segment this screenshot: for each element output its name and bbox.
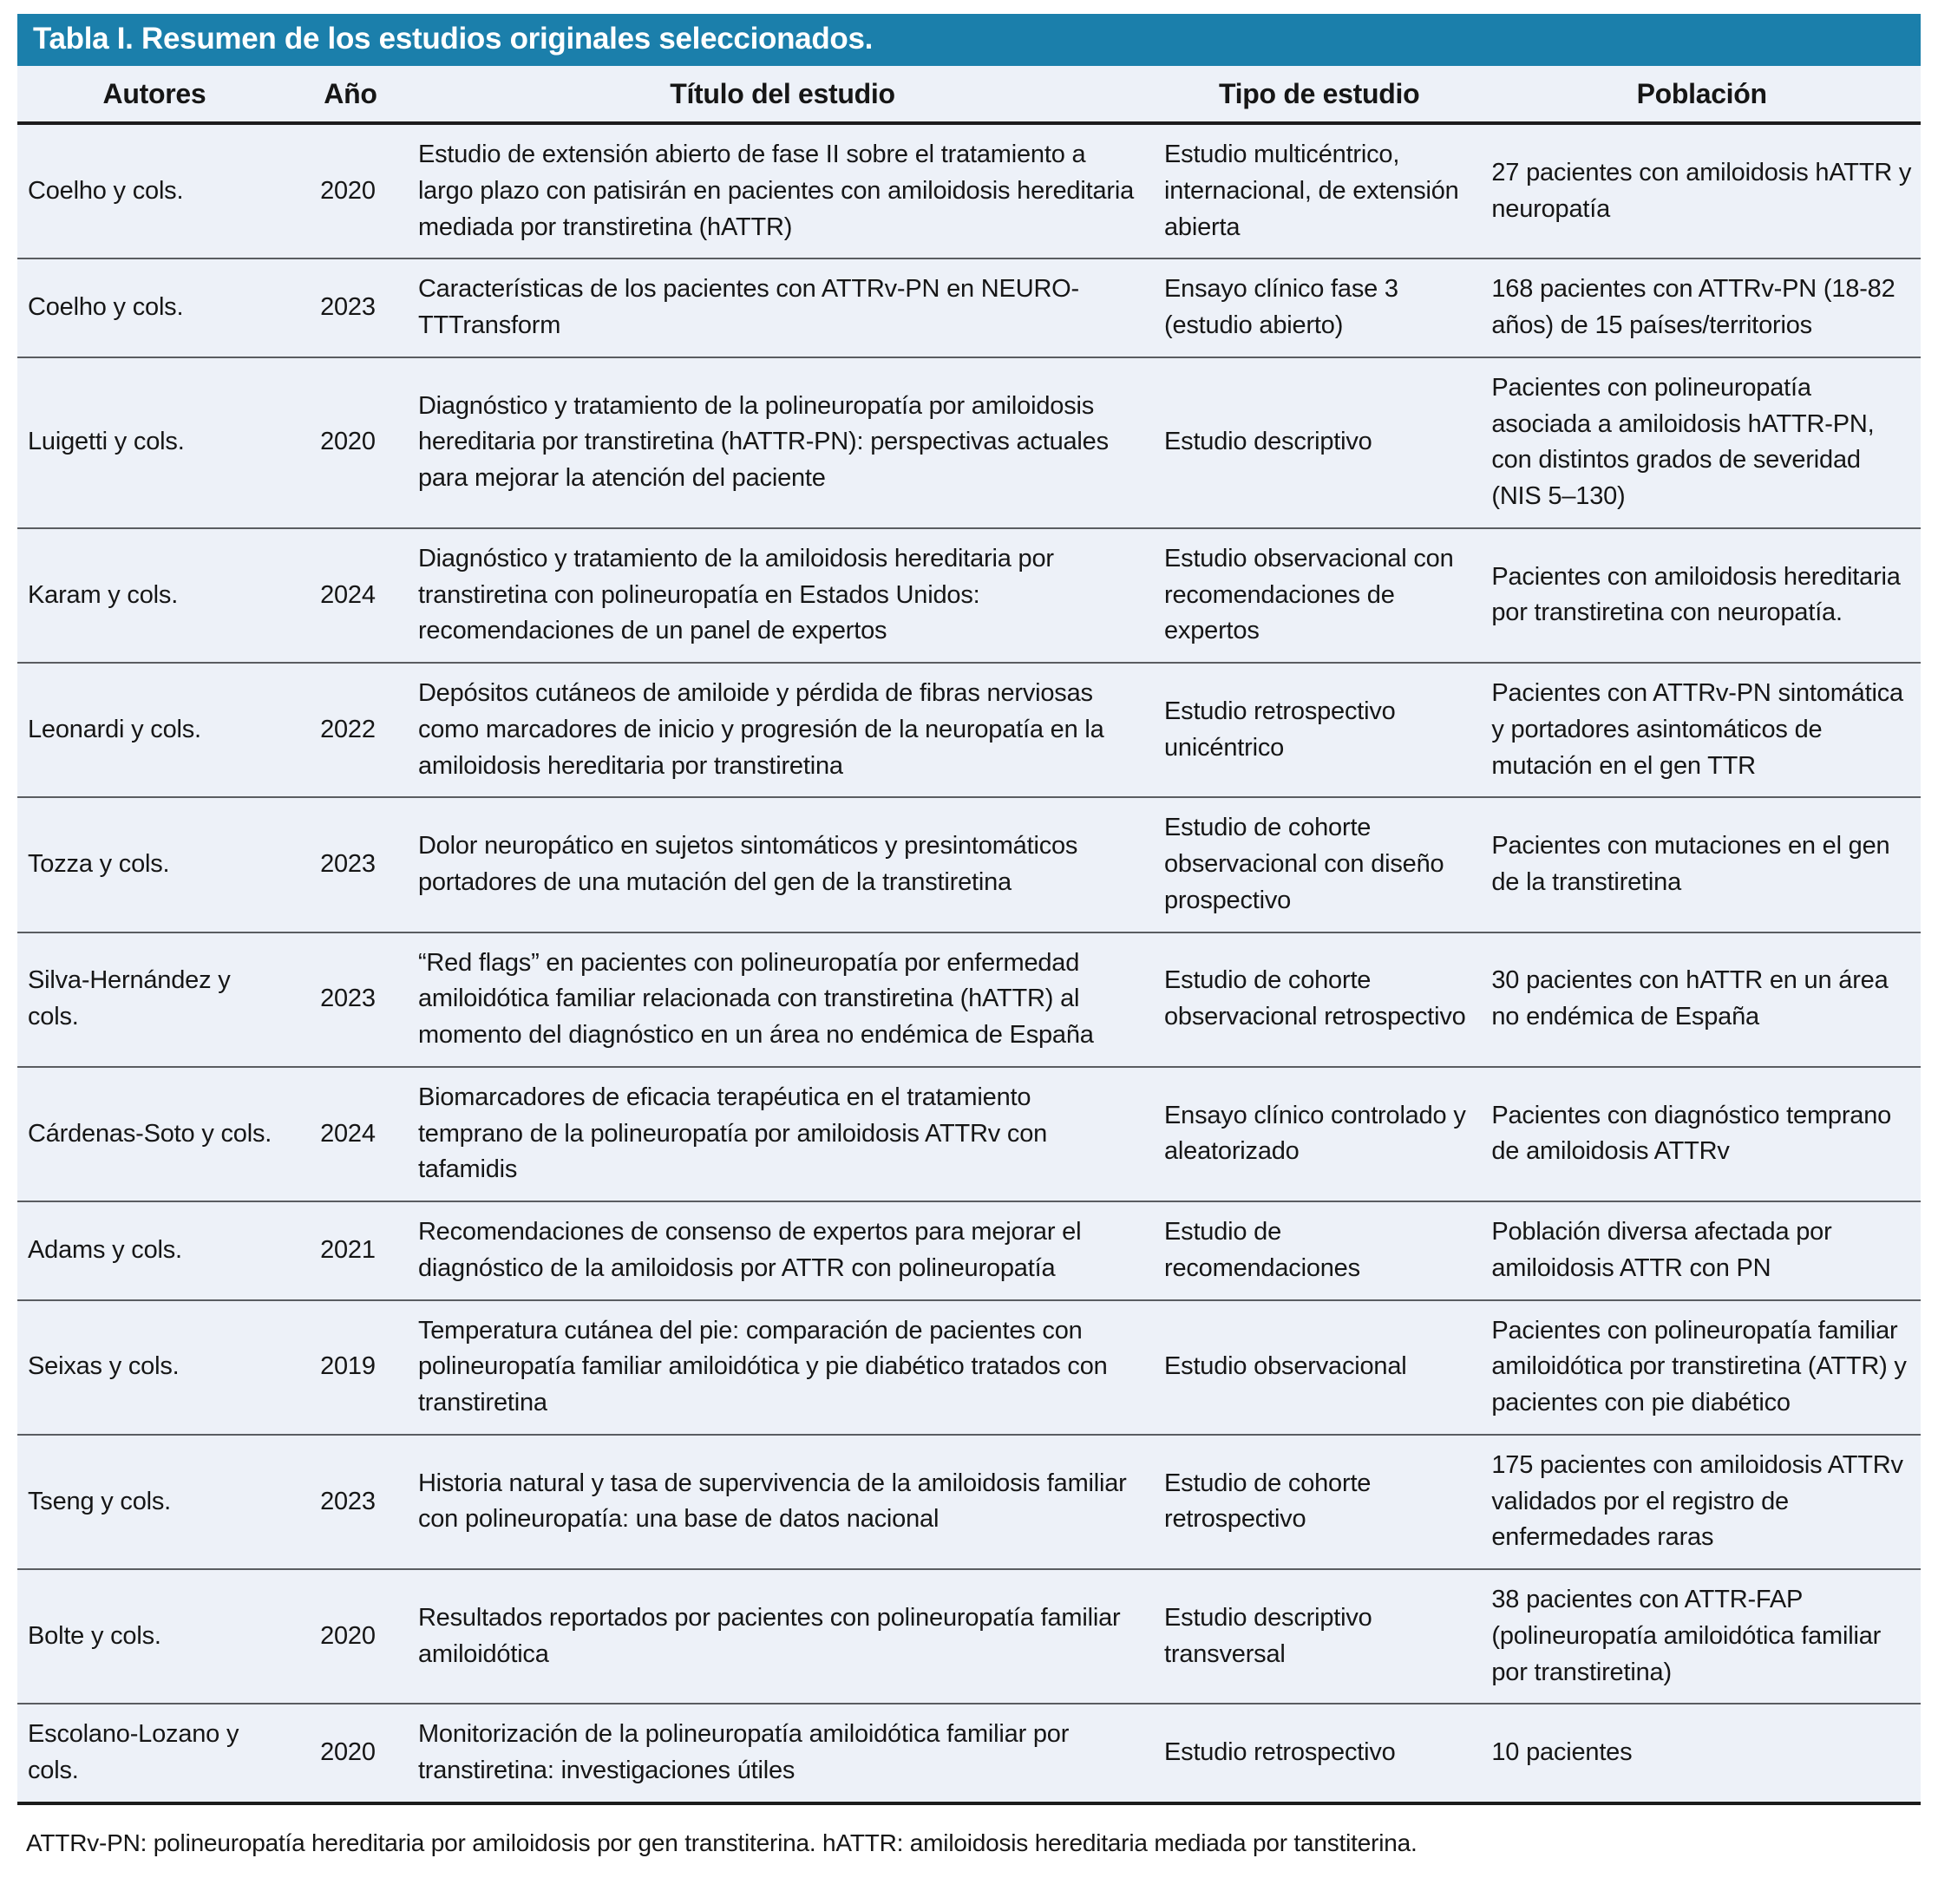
table-row <box>17 123 1921 258</box>
cell-titulo: Diagnóstico y tratamiento de la polineuropatía por amiloidosis hereditaria por transtiretina (hATTR-PN): perspectivas actuales para mejorar la atención del paciente <box>409 357 1156 528</box>
cell-ano: 2024 <box>291 528 409 663</box>
cell-poblacion: Población diversa afectada por amiloidosis ATTR con PN <box>1483 1201 1921 1300</box>
column-header-autores: Autores <box>17 66 291 123</box>
table-footnote: ATTRv-PN: polineuropatía hereditaria por amiloidosis por gen transtiterina. hATTR: amiloidosis hereditaria mediada por tanstiterina. <box>26 1829 1417 1856</box>
cell-poblacion: Pacientes con polineuropatía familiar amiloidótica por transtiretina (ATTR) y pacientes con pie diabético <box>1483 1300 1921 1435</box>
cell-tipo: Estudio retrospectivo unicéntrico <box>1156 663 1483 797</box>
cell-poblacion: 10 pacientes <box>1483 1704 1921 1803</box>
cell-tipo: Estudio de cohorte retrospectivo <box>1156 1435 1483 1569</box>
cell-autores: Silva-Hernández y cols. <box>17 932 291 1067</box>
column-header-titulo: Título del estudio <box>409 66 1156 123</box>
cell-ano: 2020 <box>291 1569 409 1704</box>
cell-autores: Escolano-Lozano y cols. <box>17 1704 291 1803</box>
cell-tipo: Estudio multicéntrico, internacional, de extensión abierta <box>1156 123 1483 258</box>
cell-poblacion: 175 pacientes con amiloidosis ATTRv validados por el registro de enfermedades raras <box>1483 1435 1921 1569</box>
cell-poblacion: 168 pacientes con ATTRv-PN (18-82 años) de 15 países/territorios <box>1483 258 1921 357</box>
cell-ano: 2023 <box>291 932 409 1067</box>
cell-autores: Leonardi y cols. <box>17 663 291 797</box>
column-header-ano: Año <box>291 66 409 123</box>
table-row <box>17 1704 1921 1803</box>
cell-autores: Seixas y cols. <box>17 1300 291 1435</box>
cell-tipo: Estudio de cohorte observacional con diseño prospectivo <box>1156 797 1483 932</box>
cell-ano: 2024 <box>291 1067 409 1201</box>
cell-titulo: Dolor neuropático en sujetos sintomáticos y presintomáticos portadores de una mutación del gen de la transtiretina <box>409 797 1156 932</box>
cell-autores: Bolte y cols. <box>17 1569 291 1704</box>
header-row <box>17 66 1921 123</box>
cell-titulo: Temperatura cutánea del pie: comparación de pacientes con polineuropatía familiar amiloidótica y pie diabético tratados con transtiretina <box>409 1300 1156 1435</box>
cell-poblacion: Pacientes con polineuropatía asociada a amiloidosis hATTR-PN, con distintos grados de severidad (NIS 5–130) <box>1483 357 1921 528</box>
cell-titulo: Depósitos cutáneos de amiloide y pérdida de fibras nerviosas como marcadores de inicio y progresión de la neuropatía en la amiloidosis hereditaria por transtiretina <box>409 663 1156 797</box>
cell-tipo: Ensayo clínico fase 3 (estudio abierto) <box>1156 258 1483 357</box>
cell-titulo: Diagnóstico y tratamiento de la amiloidosis hereditaria por transtiretina con polineuropatía en Estados Unidos: recomendaciones de un panel de expertos <box>409 528 1156 663</box>
cell-autores: Luigetti y cols. <box>17 357 291 528</box>
table-row <box>17 357 1921 528</box>
cell-autores: Tseng y cols. <box>17 1435 291 1569</box>
cell-autores: Cárdenas-Soto y cols. <box>17 1067 291 1201</box>
table-row <box>17 932 1921 1067</box>
column-header-poblacion: Población <box>1483 66 1921 123</box>
cell-poblacion: Pacientes con mutaciones en el gen de la transtiretina <box>1483 797 1921 932</box>
cell-tipo: Estudio retrospectivo <box>1156 1704 1483 1803</box>
cell-titulo: Características de los pacientes con ATTRv-PN en NEURO-TTTransform <box>409 258 1156 357</box>
cell-autores: Coelho y cols. <box>17 258 291 357</box>
cell-autores: Adams y cols. <box>17 1201 291 1300</box>
cell-autores: Tozza y cols. <box>17 797 291 932</box>
cell-ano: 2023 <box>291 797 409 932</box>
cell-ano: 2020 <box>291 357 409 528</box>
table-title: Tabla I. Resumen de los estudios originales seleccionados. <box>33 22 874 56</box>
cell-poblacion: Pacientes con amiloidosis hereditaria por transtiretina con neuropatía. <box>1483 528 1921 663</box>
table-row <box>17 1569 1921 1704</box>
cell-poblacion: Pacientes con diagnóstico temprano de amiloidosis ATTRv <box>1483 1067 1921 1201</box>
cell-titulo: “Red flags” en pacientes con polineuropatía por enfermedad amiloidótica familiar relacionada con transtiretina (hATTR) al momento del diagnóstico en un área no endémica de España <box>409 932 1156 1067</box>
cell-tipo: Estudio observacional <box>1156 1300 1483 1435</box>
cell-ano: 2023 <box>291 1435 409 1569</box>
cell-titulo: Resultados reportados por pacientes con polineuropatía familiar amiloidótica <box>409 1569 1156 1704</box>
cell-titulo: Monitorización de la polineuropatía amiloidótica familiar por transtiretina: investigaciones útiles <box>409 1704 1156 1803</box>
cell-ano: 2022 <box>291 663 409 797</box>
cell-autores: Karam y cols. <box>17 528 291 663</box>
table-row <box>17 1300 1921 1435</box>
cell-ano: 2019 <box>291 1300 409 1435</box>
table-row <box>17 1435 1921 1569</box>
column-header-tipo: Tipo de estudio <box>1156 66 1483 123</box>
cell-ano: 2020 <box>291 1704 409 1803</box>
cell-poblacion: Pacientes con ATTRv-PN sintomática y portadores asintomáticos de mutación en el gen TTR <box>1483 663 1921 797</box>
cell-tipo: Ensayo clínico controlado y aleatorizado <box>1156 1067 1483 1201</box>
cell-tipo: Estudio de cohorte observacional retrospectivo <box>1156 932 1483 1067</box>
table-row <box>17 797 1921 932</box>
cell-ano: 2021 <box>291 1201 409 1300</box>
cell-tipo: Estudio descriptivo transversal <box>1156 1569 1483 1704</box>
table-row <box>17 528 1921 663</box>
cell-tipo: Estudio de recomendaciones <box>1156 1201 1483 1300</box>
cell-ano: 2023 <box>291 258 409 357</box>
cell-poblacion: 30 pacientes con hATTR en un área no endémica de España <box>1483 932 1921 1067</box>
table-row <box>17 258 1921 357</box>
cell-titulo: Biomarcadores de eficacia terapéutica en el tratamiento temprano de la polineuropatía por amiloidosis ATTRv con tafamidis <box>409 1067 1156 1201</box>
studies-table <box>17 66 1921 1805</box>
cell-poblacion: 27 pacientes con amiloidosis hATTR y neuropatía <box>1483 123 1921 258</box>
cell-titulo: Historia natural y tasa de supervivencia de la amiloidosis familiar con polineuropatía: una base de datos nacional <box>409 1435 1156 1569</box>
table-row <box>17 1201 1921 1300</box>
cell-poblacion: 38 pacientes con ATTR-FAP (polineuropatía amiloidótica familiar por transtiretina) <box>1483 1569 1921 1704</box>
cell-autores: Coelho y cols. <box>17 123 291 258</box>
cell-tipo: Estudio descriptivo <box>1156 357 1483 528</box>
cell-tipo: Estudio observacional con recomendaciones de expertos <box>1156 528 1483 663</box>
table-row <box>17 663 1921 797</box>
cell-ano: 2020 <box>291 123 409 258</box>
cell-titulo: Recomendaciones de consenso de expertos para mejorar el diagnóstico de la amiloidosis por ATTR con polineuropatía <box>409 1201 1156 1300</box>
table-row <box>17 1067 1921 1201</box>
table-title-bar <box>17 14 1921 66</box>
cell-titulo: Estudio de extensión abierto de fase II sobre el tratamiento a largo plazo con patisirán en pacientes con amiloidosis hereditaria mediada por transtiretina (hATTR) <box>409 123 1156 258</box>
